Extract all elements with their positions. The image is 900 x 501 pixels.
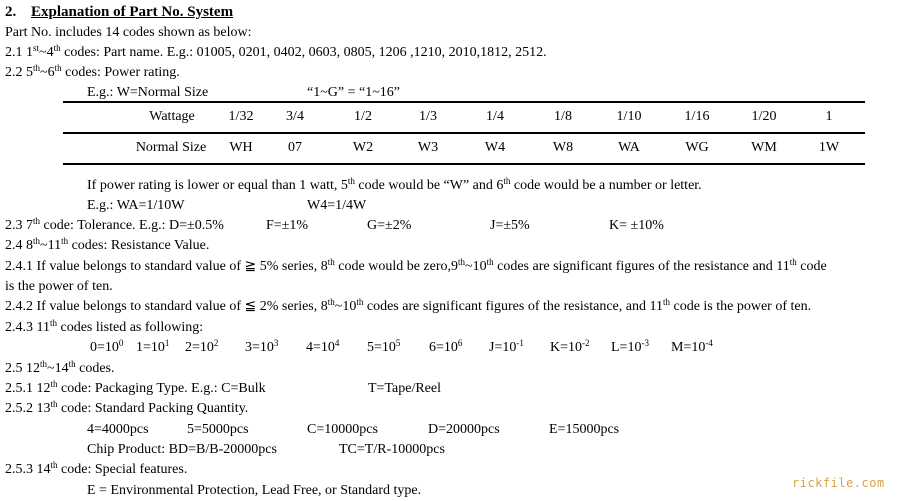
packing-qty: 4=4000pcs [87, 422, 149, 437]
wattage-cell: 1/20 [751, 109, 777, 124]
normal-size-cell: WA [618, 140, 640, 155]
power-example-left: E.g.: WA=1/10W [87, 198, 185, 213]
normal-size-cell: WG [685, 140, 709, 155]
power-code: $M=10^{-4}$ [671, 338, 713, 355]
power-code: $2=10^2$ [185, 338, 219, 355]
code-2-1-line: 2.1 1st~4th codes: Part name. E.g.: 01005, 0201, 0402, 0603, 0805, 1206 ,1210, 2010,1812, 2512. [5, 43, 547, 60]
power-code: $3=10^3$ [245, 338, 279, 355]
intro-text: Part No. includes 14 codes shown as below: [5, 25, 252, 40]
section-number: 2. [5, 4, 17, 20]
wattage-cell: 3/4 [286, 109, 304, 124]
normal-size-cell: 07 [288, 140, 302, 155]
power-of-ten-list [90, 339, 713, 357]
code-2-4-1-continuation: is the power of ten. [5, 279, 113, 294]
wattage-cell: 1 [825, 109, 833, 124]
power-code: $1=10^1$ [136, 338, 170, 355]
tolerance-f: F=±1% [266, 218, 309, 233]
wattage-cell: 1/10 [616, 109, 642, 124]
tolerance-k: K= ±10% [609, 218, 664, 233]
normal-size-label: Normal Size [135, 140, 207, 155]
code-2-4-1-line: 2.4.1 If value belongs to standard value of ≧ 5% series, 8th code would be zero,9th~10th codes are significant figures of the resistance and 11th code [5, 257, 827, 274]
normal-size-cell: W3 [417, 140, 439, 155]
power-code: $6=10^6$ [429, 338, 463, 355]
power-example-right: W4=1/4W [307, 198, 367, 213]
code-2-3-line: 2.3 7th code: Tolerance. E.g.: D=±0.5% [5, 216, 224, 233]
code-2-2-line: 2.2 5th~6th codes: Power rating. [5, 63, 180, 80]
normal-size-cell: 1W [818, 140, 840, 155]
packing-qty: 5=5000pcs [187, 422, 249, 437]
power-note: If power rating is lower or equal than 1 watt, 5th code would be “W” and 6th code would be a number or letter. [87, 176, 702, 193]
power-code: $L=10^{-3}$ [611, 338, 649, 355]
wattage-cell: 1/3 [419, 109, 437, 124]
normal-size-cell: WM [751, 140, 777, 155]
normal-size-cell: W8 [552, 140, 574, 155]
normal-size-cell: WH [229, 140, 253, 155]
tolerance-g: G=±2% [367, 218, 412, 233]
power-code: $J=10^{-1}$ [489, 338, 524, 355]
normal-size-row [63, 134, 865, 163]
code-2-4-2-line: 2.4.2 If value belongs to standard value of ≦ 2% series, 8th~10th codes are significant figures of the resistance, and 11th code is the power of ten. [5, 297, 812, 314]
power-code: $0=10^0$ [90, 338, 124, 355]
power-code: $4=10^4$ [306, 338, 340, 355]
wattage-cell: 1/16 [684, 109, 710, 124]
wattage-cell: 1/8 [554, 109, 572, 124]
special-features-text: E = Environmental Protection, Lead Free, or Standard type. [87, 483, 422, 498]
tolerance-j: J=±5% [490, 218, 530, 233]
power-code: $K=10^{-2}$ [550, 338, 590, 355]
packing-qty: C=10000pcs [307, 422, 378, 437]
section-heading [5, 3, 233, 21]
packing-qty: E=15000pcs [549, 422, 620, 437]
normal-size-cell: W4 [484, 140, 506, 155]
code-2-5-line: 2.5 12th~14th codes. [5, 359, 115, 376]
wattage-label: Wattage [149, 109, 195, 124]
code-2-5-3-line: 2.5.3 14th code: Special features. [5, 460, 188, 477]
wattage-cell: 1/32 [228, 109, 254, 124]
code-2-5-1-line: 2.5.1 12th code: Packaging Type. E.g.: C=Bulk [5, 379, 266, 396]
chip-product-right: TC=T/R-10000pcs [339, 442, 445, 457]
packing-qty: D=20000pcs [428, 422, 500, 437]
wattage-cell: 1/4 [486, 109, 504, 124]
code-2-5-2-line: 2.5.2 13th code: Standard Packing Quantity. [5, 399, 249, 416]
chip-product-left: Chip Product: BD=B/B-20000pcs [87, 442, 277, 457]
example-left: E.g.: W=Normal Size [87, 85, 209, 100]
code-2-4-3-line: 2.4.3 11th codes listed as following: [5, 318, 204, 335]
wattage-table [63, 101, 865, 165]
code-2-4-line: 2.4 8th~11th codes: Resistance Value. [5, 236, 210, 253]
table-bottom-rule [63, 163, 865, 165]
wattage-cell: 1/2 [354, 109, 372, 124]
packaging-tape-reel: T=Tape/Reel [368, 381, 441, 396]
normal-size-cell: W2 [352, 140, 374, 155]
watermark-text: rickfile.com [792, 476, 885, 490]
wattage-row [63, 103, 865, 132]
section-title: Explanation of Part No. System [31, 4, 234, 20]
power-code: $5=10^5$ [367, 338, 401, 355]
example-right: “1~G” = “1~16” [307, 85, 401, 100]
